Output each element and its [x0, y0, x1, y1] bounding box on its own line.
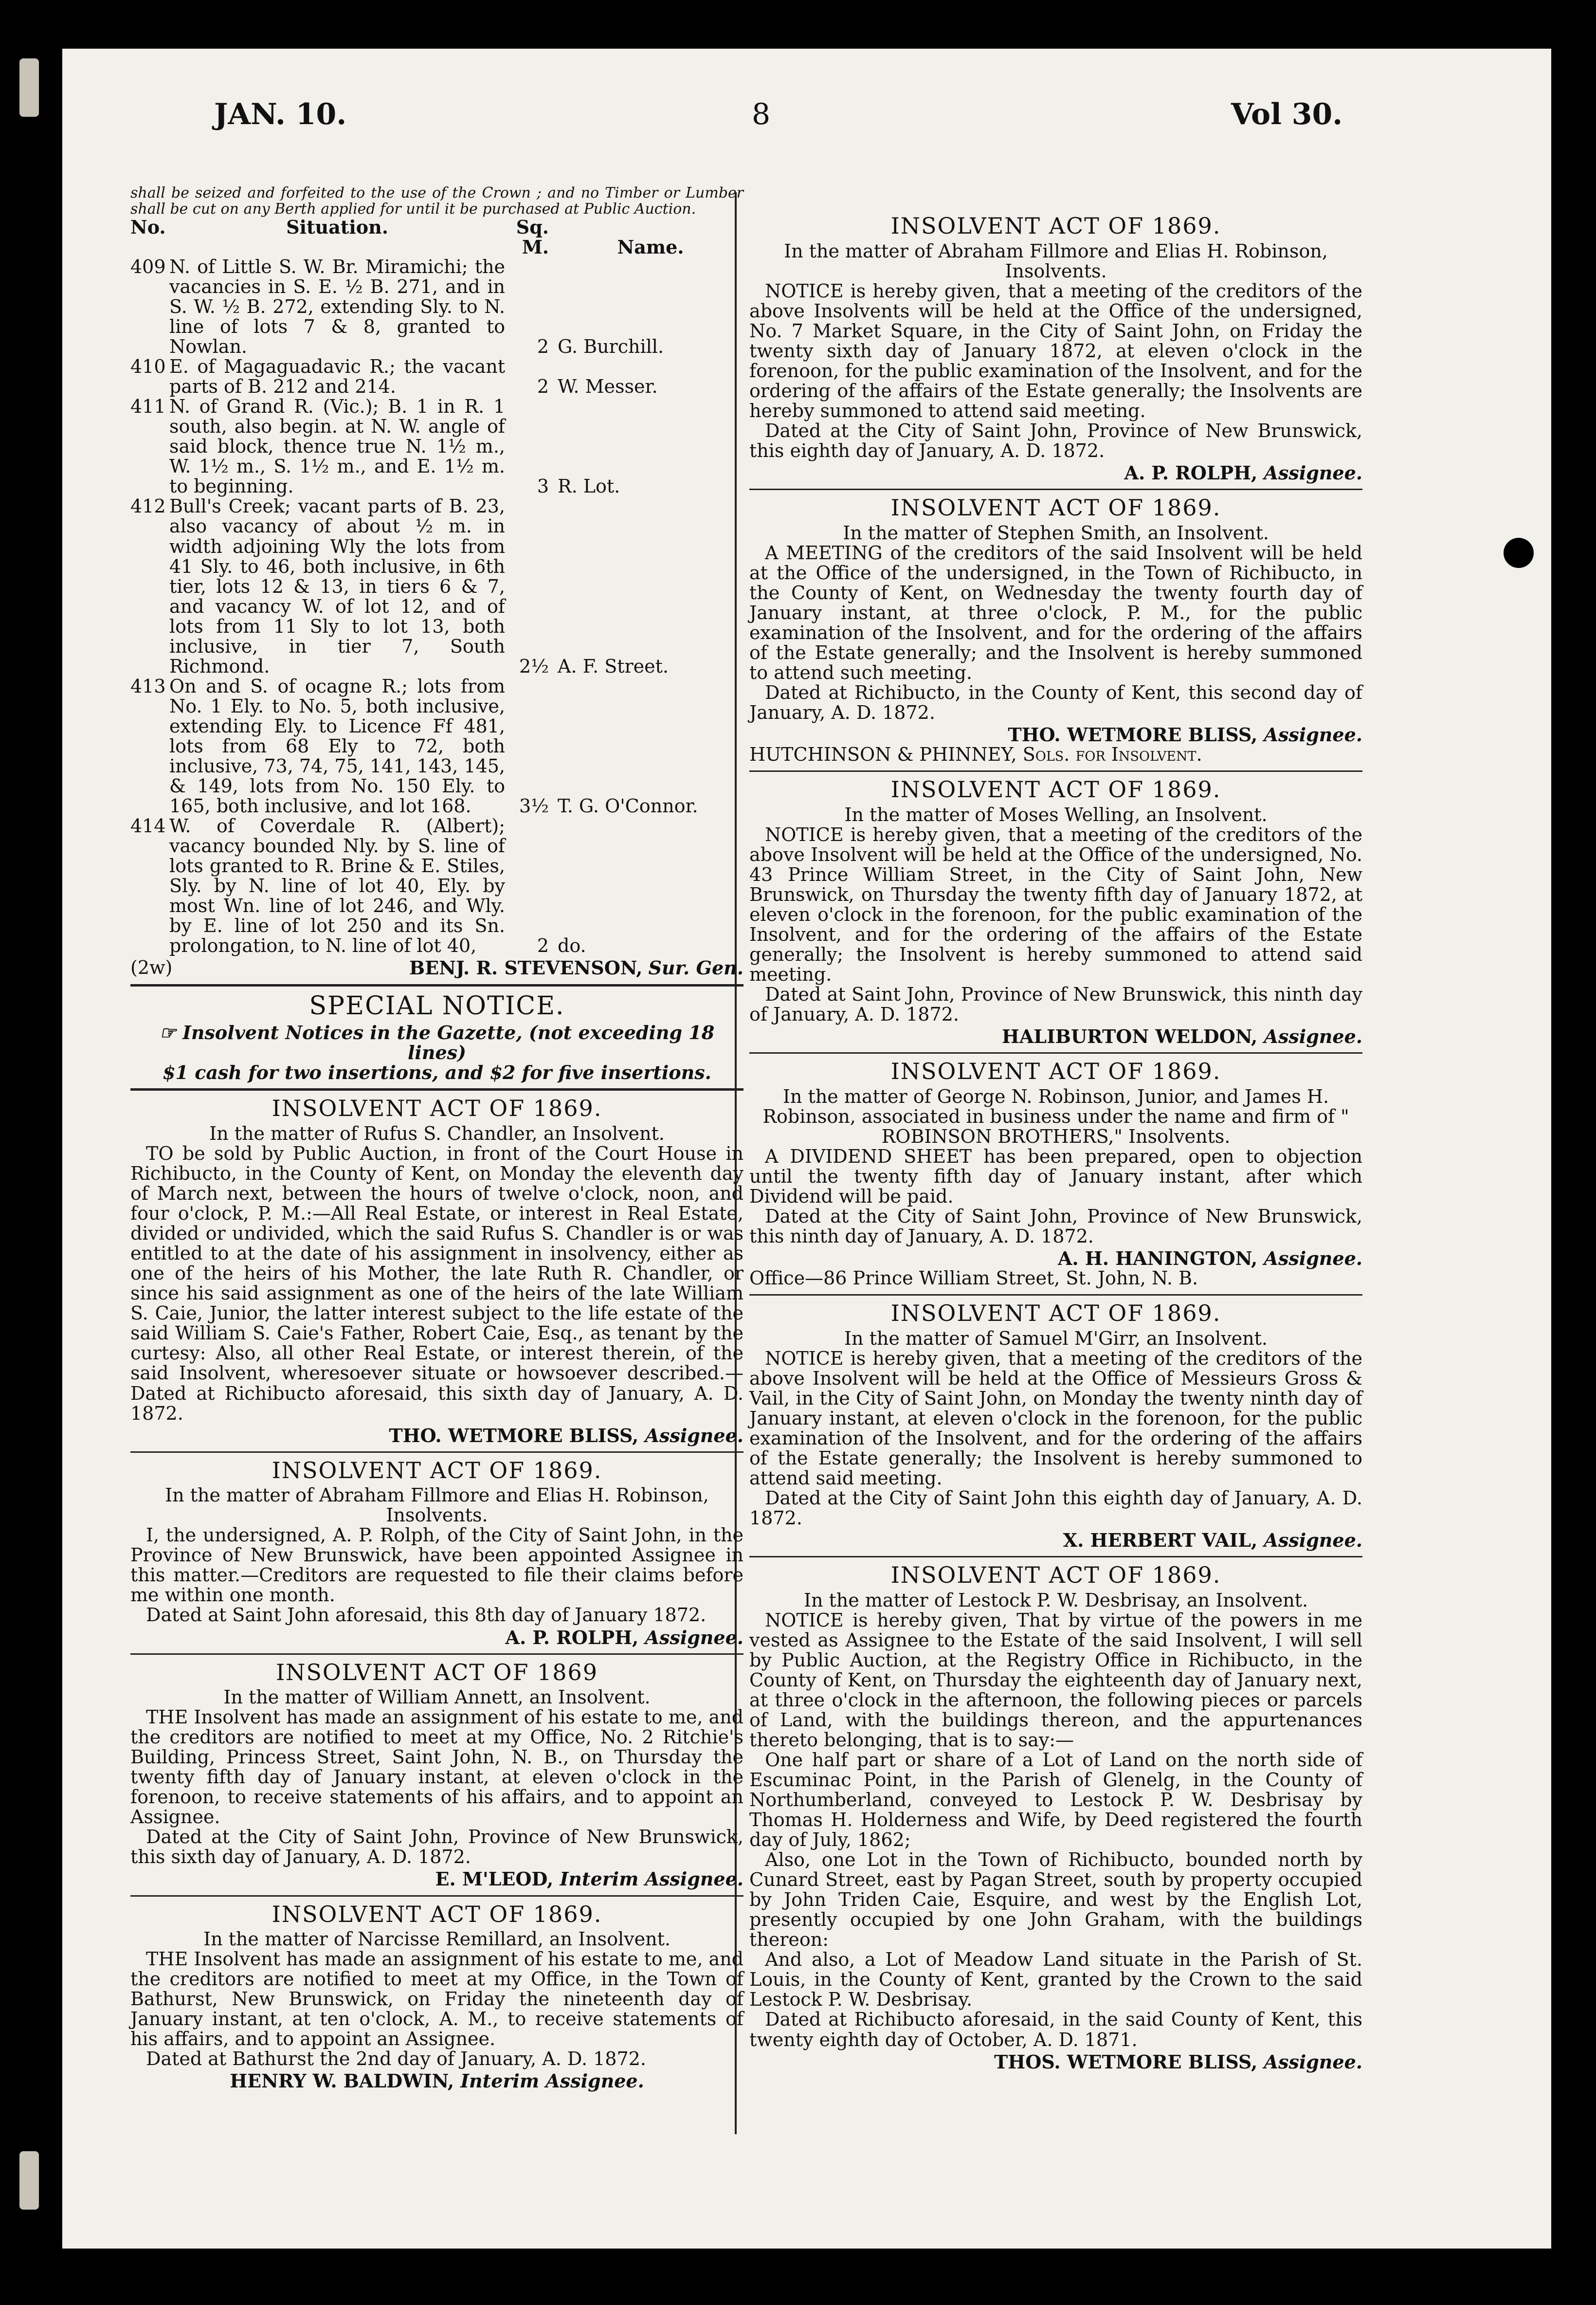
office-address: Office—86 Prince William Street, St. John, N. B.: [749, 1267, 1198, 1289]
signer-name: THOS. WETMORE BLISS,: [994, 2050, 1258, 2073]
notice-fillmore-meeting: [749, 214, 1362, 483]
signer-title: Assignee.: [1264, 2050, 1362, 2073]
notice-matter: In the matter of Rufus S. Chandler, an Insolvent.: [209, 1123, 665, 1145]
notice-chandler: [130, 1097, 744, 1445]
notice-matter: In the matter of Abraham Fillmore and Elias H. Robinson, Insolvents.: [784, 240, 1328, 282]
notice-heading: INSOLVENT ACT OF 1869.: [890, 1562, 1221, 1589]
notice-dated: Dated at the City of Saint John, Province of New Brunswick, this ninth day of January, A. D. 1872.: [749, 1206, 1362, 1247]
notice-fillmore-appointment: [130, 1459, 744, 1647]
notice-body: A MEETING of the creditors of the said Insolvent will be held at the Office of the undersigned, in the Town of Richibucto, in the County of Kent, on Wednesday the twenty fourth day of January instant, at three o'clock, P. M., for the public examination of the Insolvent, and for the ordering of the affairs of the Estate generally; and the Insolvent is hereby summoned to attend such meeting.: [749, 542, 1362, 683]
section-rule: [749, 770, 1362, 772]
notice-signature: [130, 1628, 744, 1647]
notice-matter: In the matter of Moses Welling, an Insolvent.: [844, 804, 1268, 825]
section-rule: [749, 489, 1362, 490]
table-row: [130, 257, 744, 357]
notice-dated: Dated at Saint John aforesaid, this 8th day of January 1872.: [146, 1604, 707, 1626]
notice-heading: INSOLVENT ACT OF 1869: [275, 1659, 598, 1685]
row-name: do.: [558, 935, 586, 957]
signer-title: Assignee.: [1264, 462, 1362, 484]
section-rule: [130, 1451, 744, 1453]
notice-heading: INSOLVENT ACT OF 1869.: [272, 1457, 602, 1483]
special-notice-text: Insolvent Notices in the Gazette, (not exceeding 18 lines): [182, 1022, 715, 1064]
notice-body: I, the undersigned, A. P. Rolph, of the City of Saint John, in the Province of New Brunswick, have been appointed Assignee in this matter.—Creditors are requested to file their claims before me within one month.: [130, 1524, 744, 1606]
row-situation: W. of Coverdale R. (Albert); vacancy bounded Nly. by S. line of lots granted to R. Brine & E. Stiles, Sly. by N. line of lot 40, Ely. by most Wn. line of lot 246, and Wly. by E. line of lot 250 and its Sn. prolongation, to N. line of lot 40,: [169, 815, 505, 957]
notice-remillard: [130, 1903, 744, 2091]
signer-name: THO. WETMORE BLISS,: [1008, 724, 1258, 746]
table-header-row: [130, 217, 744, 257]
notice-heading: INSOLVENT ACT OF 1869.: [272, 1095, 602, 1122]
notice-heading: INSOLVENT ACT OF 1869.: [890, 494, 1221, 521]
table-row: [130, 496, 744, 676]
row-sq: 2: [537, 336, 549, 358]
notice-matter: In the matter of Samuel M'Girr, an Insolvent.: [844, 1327, 1268, 1349]
row-situation: E. of Magaguadavic R.; the vacant parts of B. 212 and 214.: [169, 356, 505, 398]
signer-name: A. H. HANINGTON,: [1057, 1247, 1258, 1270]
punch-hole: [1504, 538, 1534, 568]
signer-name: X. HERBERT VAIL,: [1063, 1529, 1258, 1552]
notice-signature: [130, 2071, 744, 2091]
signer-name: HENRY W. BALDWIN,: [230, 2070, 454, 2092]
signer-name: THO. WETMORE BLISS,: [389, 1424, 639, 1446]
section-rule: [130, 1088, 744, 1091]
row-situation: N. of Little S. W. Br. Miramichi; the vacancies in S. E. ½ B. 271, and in S. W. ½ B. 272, extending Sly. to N. line of lots 7 & 8, granted to Nowlan.: [169, 256, 505, 358]
notice-matter: In the matter of Lestock P. W. Desbrisay, an Insolvent.: [803, 1589, 1308, 1611]
notice-signature: [749, 725, 1362, 745]
notice-signature: [749, 2052, 1362, 2072]
special-notice-title: SPECIAL NOTICE.: [309, 991, 565, 1021]
notice-heading: INSOLVENT ACT OF 1869.: [890, 776, 1221, 803]
row-sq: 3½: [519, 795, 549, 817]
notice-body: NOTICE is hereby given, that a meeting of the creditors of the above Insolvents will be held at the Office of the undersigned, No. 7 Market Square, in the City of Saint John, on Friday the twenty sixth day of January 1872, at eleven o'clock in the forenoon, for the public examination of the Insolvent, and for the ordering of the affairs of the Estate generally; the Insolvents are hereby summoned to attend said meeting.: [749, 280, 1362, 421]
signer-title: Assignee.: [645, 1626, 744, 1648]
section-rule: [749, 1556, 1362, 1557]
crown-note: shall be seized and forfeited to the use of the Crown ; and no Timber or Lumber shall be cut on any Berth applied for until it be purchased at Public Auction.: [130, 184, 744, 218]
row-name: T. G. O'Connor.: [558, 795, 698, 817]
notice-body: TO be sold by Public Auction, in front of the Court House in Richibucto, in the County of Kent, on Monday the eleventh day of March next, between the hours of twelve o'clock, noon, and four o'clock, P. M.:—All Real Estate, or interest in Real Estate, divided or undivided, which the said Rufus S. Chandler is or was entitled to at the date of his assignment in insolvency, either as one of the heirs of his Mother, the late Ruth R. Chandler, or since his said assignment as one of the heirs of the late William S. Caie, Junior, the latter interest subject to the life estate of the said William S. Caie's Father, Robert Caie, Esq., as tenant by the curtesy: Also, all other Real Estate, or interest therein, of the said Insolvent, wheresoever situate or howsoever described.—Dated at Richibucto aforesaid, this sixth day of January, A. D. 1872.: [130, 1143, 744, 1424]
page-number: 8: [752, 97, 771, 131]
signer-name: E. M'LEOD,: [435, 1868, 554, 1890]
col-header-name: Name.: [617, 236, 684, 258]
notice-heading: INSOLVENT ACT OF 1869.: [272, 1901, 602, 1927]
row-situation: Bull's Creek; vacant parts of B. 23, also vacancy of about ½ m. in width adjoining Wly the lots from 41 Sly. to 46, both inclusive, in 6th tier, lots 12 & 13, in tiers 6 & 7, and vacancy W. of lot 12, and of lots from 11 Sly to lot 13, both inclusive, in tier 7, South Richmond.: [169, 495, 505, 677]
surveyor-signature: [130, 958, 744, 978]
section-rule: [130, 1895, 744, 1897]
signer-title: Interim Assignee.: [560, 1868, 744, 1890]
signer-title: Assignee.: [1264, 1247, 1362, 1270]
row-no: 411: [130, 396, 166, 418]
notice-matter: In the matter of Stephen Smith, an Insolvent.: [843, 522, 1269, 544]
notice-signature: [749, 1026, 1362, 1046]
row-no: 413: [130, 675, 166, 697]
notice-dated: Dated at Bathurst the 2nd day of January, A. D. 1872.: [146, 2048, 646, 2070]
notice-parcel-3: And also, a Lot of Meadow Land situate in the Parish of St. Louis, in the County of Kent, granted by the Crown to the said Lestock P. W. Desbrisay.: [749, 1949, 1362, 2011]
section-rule: [130, 984, 744, 987]
row-sq: 3: [537, 476, 549, 497]
notice-dated: Dated at Richibucto, in the County of Kent, this second day of January, A. D. 1872.: [749, 681, 1362, 723]
special-notice-line1: [130, 1023, 744, 1062]
signer-title: Interim Assignee.: [460, 2070, 644, 2092]
row-no: 414: [130, 815, 166, 837]
row-name: W. Messer.: [558, 376, 658, 398]
row-name: A. F. Street.: [558, 655, 669, 677]
issue-date: JAN. 10.: [214, 97, 347, 131]
signer-title: Assignee.: [1264, 724, 1362, 746]
section-rule: [749, 1294, 1362, 1296]
notice-body: THE Insolvent has made an assignment of his estate to me, and the creditors are notified to meet at my Office, No. 2 Ritchie's Building, Princess Street, Saint John, N. B., on Thursday the twenty fifth day of January instant, at eleven o'clock in the forenoon, to receive statements of his affairs, and to appoint an Assignee.: [130, 1706, 744, 1828]
row-sq: 2½: [519, 655, 549, 677]
notice-signature: [749, 1248, 1362, 1268]
notice-heading: INSOLVENT ACT OF 1869.: [890, 213, 1221, 239]
signer-name: HALIBURTON WELDON,: [1001, 1025, 1258, 1048]
notice-body: THE Insolvent has made an assignment of his estate to me, and the creditors are notified to meet at my Office, in the Town of Bathurst, New Brunswick, on Friday the nineteenth day of January instant, at ten o'clock, A. M., to receive statements of his affairs, and to appoint an Assignee.: [130, 1948, 744, 2050]
left-column: [130, 185, 744, 2091]
notice-mgirr: [749, 1301, 1362, 1550]
right-column: [749, 209, 1362, 2072]
timber-berth-table: [130, 217, 744, 956]
notice-body: NOTICE is hereby given, that a meeting of the creditors of the above Insolvent will be held at the Office of Messieurs Gross & Vail, in the City of Saint John, on Monday the twenty ninth day of January instant, at eleven o'clock in the forenoon, for the public examination of the Insolvent, and for the ordering of the affairs of the Estate generally; the Insolvent is hereby summoned to attend said meeting.: [749, 1347, 1362, 1489]
notice-parcel-2: Also, one Lot in the Town of Richibucto, bounded north by Cunard Street, east by Pagan Street, south by property occupied by John Triden Caie, Esquire, and west by the English Lot, presently occupied by one John Graham, with the buildings thereon:: [749, 1849, 1362, 1951]
notice-dated: Dated at the City of Saint John this eighth day of January, A. D. 1872.: [749, 1487, 1362, 1529]
row-no: 409: [130, 256, 166, 278]
row-no: 412: [130, 495, 166, 517]
notice-robinson-brothers: [749, 1060, 1362, 1288]
surveyor-name: BENJ. R. STEVENSON,: [409, 957, 643, 979]
scan-edge-mark: [19, 58, 39, 117]
signer-name: A. P. ROLPH,: [505, 1626, 639, 1648]
col-header-no: No.: [130, 216, 166, 238]
notice-body: NOTICE is hereby given, that a meeting of the creditors of the above Insolvent will be held at the Office of the undersigned, No. 43 Prince William Street, in the City of Saint John, New Brunswick, on Thursday the twenty fifth day of January 1872, at eleven o'clock in the forenoon, for the public examination of the Insolvent, and for the ordering of the affairs of the Estate generally; the Insolvent is hereby summoned to attend said meeting.: [749, 823, 1362, 986]
row-sq: 2: [537, 935, 549, 957]
notice-dated: Dated at Saint John, Province of New Brunswick, this ninth day of January, A. D. 1872.: [749, 984, 1362, 1025]
notice-heading: INSOLVENT ACT OF 1869.: [890, 1300, 1221, 1327]
notice-parcel-1: One half part or share of a Lot of Land on the north side of Escuminac Point, in the Parish of Glenelg, in the County of Northumberland, conveyed to Lestock P. W. Desbrisay by Thomas H. Holderness and Wife, by Deed registered the fourth day of July, 1862;: [749, 1749, 1362, 1851]
notice-matter: In the matter of William Annett, an Insolvent.: [223, 1686, 651, 1708]
surveyor-title: Sur. Gen.: [648, 957, 744, 979]
notice-signature: [130, 1869, 744, 1889]
section-rule: [130, 1653, 744, 1655]
notice-body: NOTICE is hereby given, That by virtue of the powers in me vested as Assignee to the Estate of the said Insolvent, I will sell by Public Auction, at the Registry Office in Richibucto, in the County of Kent, on Thursday the eighteenth day of January next, at three o'clock in the afternoon, the following pieces or parcels of Land, with the buildings thereon, and the appurtenances thereto belonging, that is to say:—: [749, 1609, 1362, 1751]
signer-title: Assignee.: [645, 1424, 744, 1446]
notice-dated: Dated at the City of Saint John, Province of New Brunswick, this eighth day of January, A. D. 1872.: [749, 420, 1362, 461]
notice-heading: INSOLVENT ACT OF 1869.: [890, 1058, 1221, 1085]
pointing-hand-icon: ☞: [159, 1022, 176, 1044]
notice-signature: [130, 1426, 744, 1445]
table-row: [130, 397, 744, 496]
signer-title: Assignee.: [1264, 1025, 1362, 1048]
notice-signature: [749, 1530, 1362, 1550]
col-header-sq: Sq. M.: [516, 216, 549, 258]
notice-welling: [749, 778, 1362, 1046]
special-notice-line2: $1 cash for two insertions, and $2 for five insertions.: [163, 1061, 711, 1084]
table-row: [130, 677, 744, 816]
table-row: [130, 816, 744, 956]
insertion-ref: (2w): [130, 957, 173, 979]
section-rule: [749, 1052, 1362, 1054]
notice-smith: [749, 496, 1362, 765]
notice-body: A DIVIDEND SHEET has been prepared, open to objection until the twenty fifth day of January instant, after which Dividend will be paid.: [749, 1145, 1362, 1207]
notice-matter: In the matter of Narcisse Remillard, an Insolvent.: [203, 1928, 671, 1950]
notice-desbrisay: [749, 1563, 1362, 2071]
notice-dated: Dated at the City of Saint John, Province of New Brunswick, this sixth day of January, A. D. 1872.: [130, 1826, 744, 1868]
notice-dated: Dated at Richibucto aforesaid, in the said County of Kent, this twenty eighth day of October, A. D. 1871.: [749, 2009, 1362, 2050]
row-sq: 2: [537, 376, 549, 398]
col-header-situation: Situation.: [286, 216, 388, 238]
table-row: [130, 357, 744, 397]
signer-title: Assignee.: [1264, 1529, 1362, 1552]
notice-annett: [130, 1661, 744, 1889]
row-name: R. Lot.: [558, 476, 620, 497]
volume-number: Vol 30.: [1231, 97, 1343, 131]
row-situation: N. of Grand R. (Vic.); B. 1 in R. 1 south, also begin. at N. W. angle of said block, thence true N. 1½ m., W. 1½ m., S. 1½ m., and E. 1½ m. to beginning.: [169, 396, 505, 497]
row-no: 410: [130, 356, 166, 378]
scan-edge-mark: [19, 2151, 39, 2210]
notice-matter: In the matter of Abraham Fillmore and Elias H. Robinson, Insolvents.: [165, 1484, 709, 1526]
row-situation: On and S. of ocagne R.; lots from No. 1 Ely. to No. 5, both inclusive, extending Ely. to Licence Ff 481, lots from 68 Ely to 72, both inclusive, 73, 74, 75, 141, 143, 145, & 149, lots from No. 150 Ely. to 165, both inclusive, and lot 168.: [169, 675, 505, 817]
notice-matter: In the matter of George N. Robinson, Junior, and James H. Robinson, associated in business under the name and firm of " ROBINSON BROTHERS," Insolvents.: [762, 1085, 1349, 1147]
solicitors-line: HUTCHINSON & PHINNEY, Sols. for Insolvent.: [749, 744, 1202, 766]
notice-signature: [749, 463, 1362, 483]
signer-name: A. P. ROLPH,: [1124, 462, 1258, 484]
row-name: G. Burchill.: [558, 336, 664, 358]
